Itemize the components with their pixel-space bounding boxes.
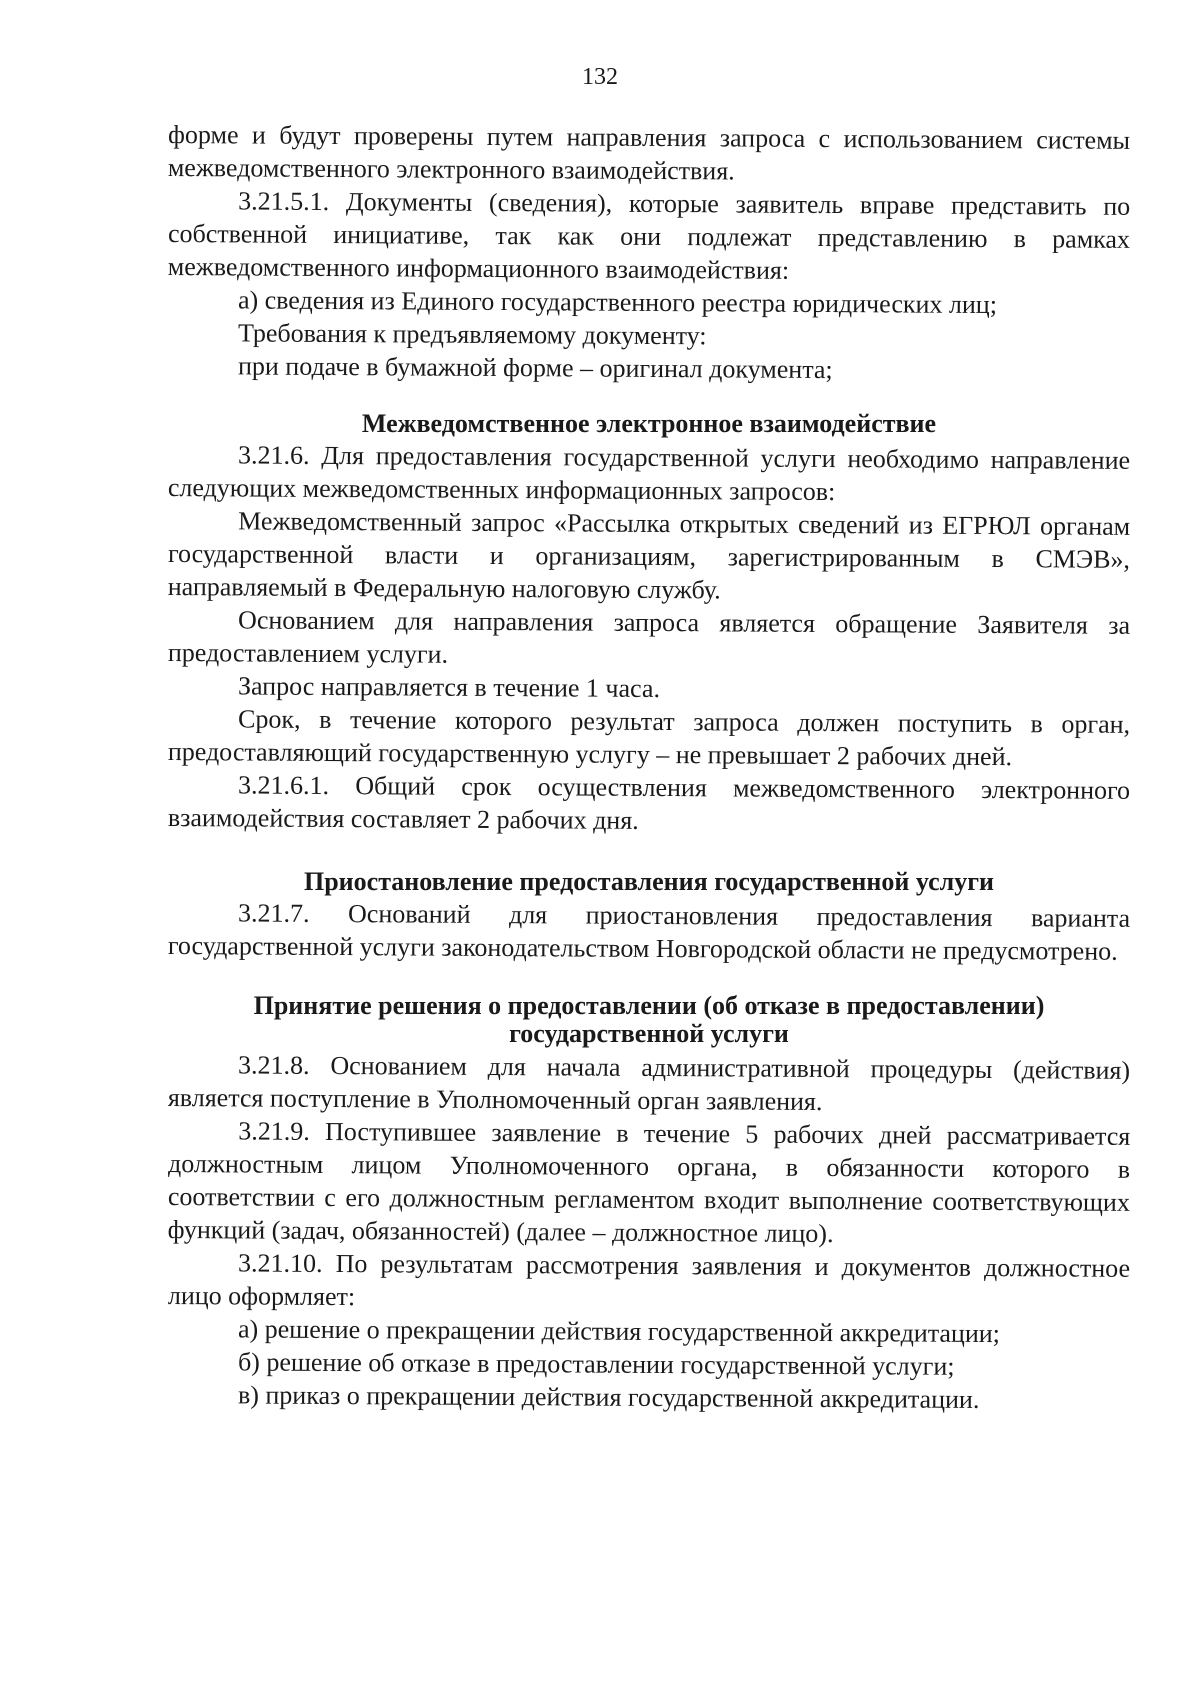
paragraph: Межведомственный запрос «Рассылка открытых сведений из ЕГРЮЛ органам государственной власти и организациям, зарегистрированным в СМЭВ», направляемый в Федеральную налоговую службу. [167,506,1131,605]
section-heading-suspension: Приостановление предоставления государственной услуги [303,867,994,896]
paragraph: 3.21.7. Оснований для приостановления предоставления варианта государственной услуги законодательством Новгородской области не предусмотрено. [167,898,1131,966]
section-heading-decision [168,992,1130,1048]
paragraph: 3.21.10. По результатам рассмотрения заявления и документов должностное лицо оформляет: [167,1248,1131,1312]
paragraph: Запрос направляется в течение 1 часа. [237,671,661,704]
paragraph: при подаче в бумажной форме – оригинал документа; [237,351,833,385]
paragraph: форме и будут проверены путем направления запроса с использованием системы межведомственного электронного взаимодействия. [167,120,1131,186]
paragraph: 3.21.8. Основанием для начала административной процедуры (действия) является поступление в Уполномоченный орган заявления. [167,1050,1131,1116]
document-body [167,118,1131,1414]
list-item: а) решение о прекращении действия государственной аккредитации; [237,1314,1001,1349]
page-number: 132 [582,64,618,90]
section-heading-interagency: Межведомственное электронное взаимодействие [361,409,937,438]
section-heading-line: Принятие решения о предоставлении (об отказе в предоставлении) [253,991,1045,1020]
paragraph: Требования к предъявляемому документу: [237,318,707,351]
paragraph: 3.21.5.1. Документы (сведения), которые заявитель вправе представить по собственной инициативе, так как они подлежат представлению в рамках межведомственного информационного взаимодействия: [167,186,1131,285]
paragraph: 3.21.6.1. Общий срок осуществления межведомственного электронного взаимодействия составляет 2 рабочих дня. [167,770,1131,835]
paragraph: Срок, в течение которого результат запроса должен поступить в орган, предоставляющий государственную услугу – не превышает 2 рабочих дней. [167,704,1131,772]
list-item: б) решение об отказе в предоставлении государственной услуги; [237,1347,955,1381]
list-item: в) приказ о прекращении действия государственной аккредитации. [237,1380,980,1414]
section-heading-line: государственной услуги [509,1019,789,1048]
paragraph: 3.21.9. Поступившее заявление в течение 5 рабочих дней рассматривается должностным лицом Уполномоченного органа, в обязанности которого в соответствии с его должностным регламентом входит выполнение соответствующих функций (задач, обязанностей) (далее – должностное лицо). [167,1116,1131,1249]
paragraph: а) сведения из Единого государственного реестра юридических лиц; [237,285,998,320]
paragraph: Основанием для направления запроса является обращение Заявителя за предоставлением услуги. [167,605,1131,669]
paragraph: 3.21.6. Для предоставления государственной услуги необходимо направление следующих межведомственных информационных запросов: [167,440,1131,507]
